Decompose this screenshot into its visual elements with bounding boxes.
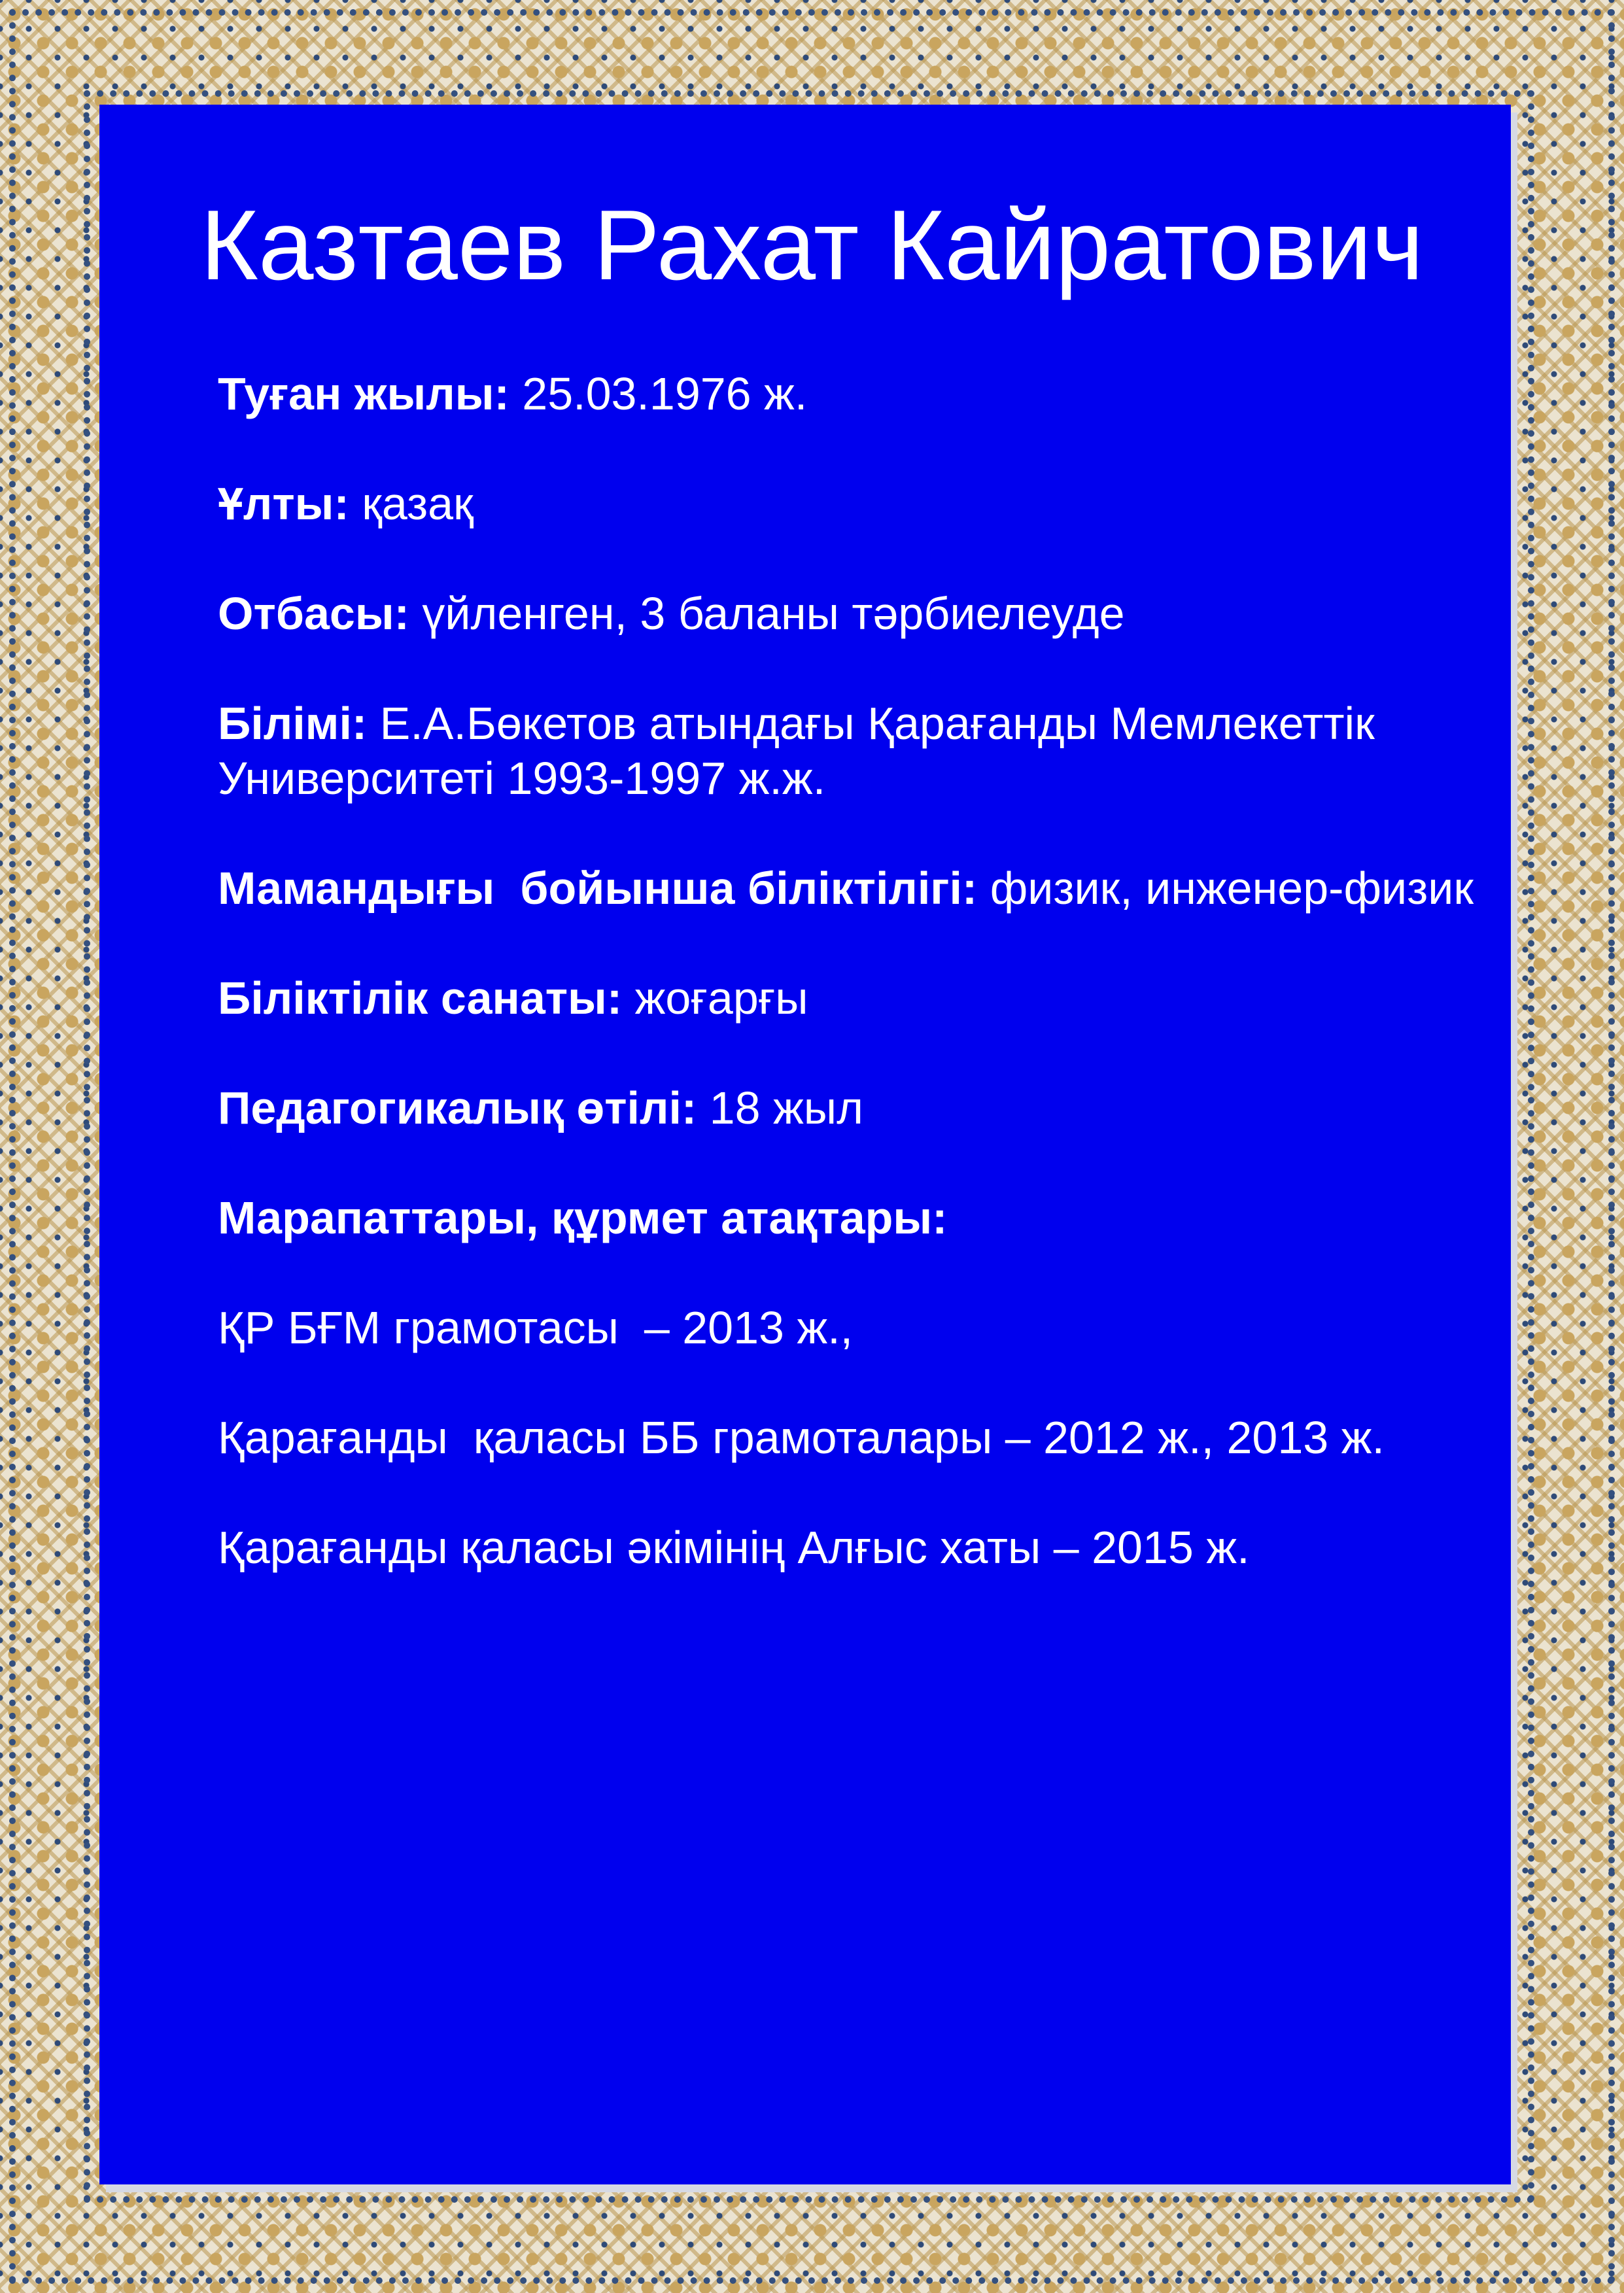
awards-heading [218,1190,1519,1245]
award-item: Қарағанды қаласы әкімінің Алғыс хаты – 2015 ж. [218,1522,1250,1573]
person-name-title: Казтаев Рахат Кайратович [200,190,1424,301]
entry-value: 18 жыл [709,1082,863,1133]
education-entry [218,696,1519,806]
award-item: ҚР БҒМ грамотасы – 2013 ж., [218,1302,854,1353]
entry-label: Марапаттары, құрмет атақтары: [218,1192,948,1243]
nationality-entry [218,476,1519,531]
entry-value: қазақ [362,478,474,529]
entry-value: Е.А.Бөкетов атындағы Қарағанды Мемлекеттік Университеті 1993-1997 ж.ж. [218,698,1375,804]
experience-entry [218,1080,1519,1135]
entry-value: үйленген, 3 баланы тәрбиелеуде [422,588,1125,639]
entry-label: Мамандығы бойынша біліктілігі: [218,863,978,914]
entry-label: Біліктілік санаты: [218,973,623,1024]
entry-label: Білімі: [218,698,368,749]
family-entry [218,586,1519,641]
category-entry [218,971,1519,1026]
entry-value: жоғарғы [634,973,808,1024]
birth-date-entry [218,366,1519,421]
profile-details [218,366,1519,1630]
entry-label: Педагогикалық өтілі: [218,1082,697,1133]
entry-label: Отбасы: [218,588,409,639]
award-item: Қарағанды қаласы ББ грамоталары – 2012 ж., 2013 ж. [218,1412,1385,1463]
entry-value: физик, инженер-физик [990,863,1474,914]
qualification-entry [218,861,1519,916]
entry-label: Туған жылы: [218,368,510,419]
entry-value: 25.03.1976 ж. [522,368,808,419]
entry-label: Ұлты: [218,478,349,529]
